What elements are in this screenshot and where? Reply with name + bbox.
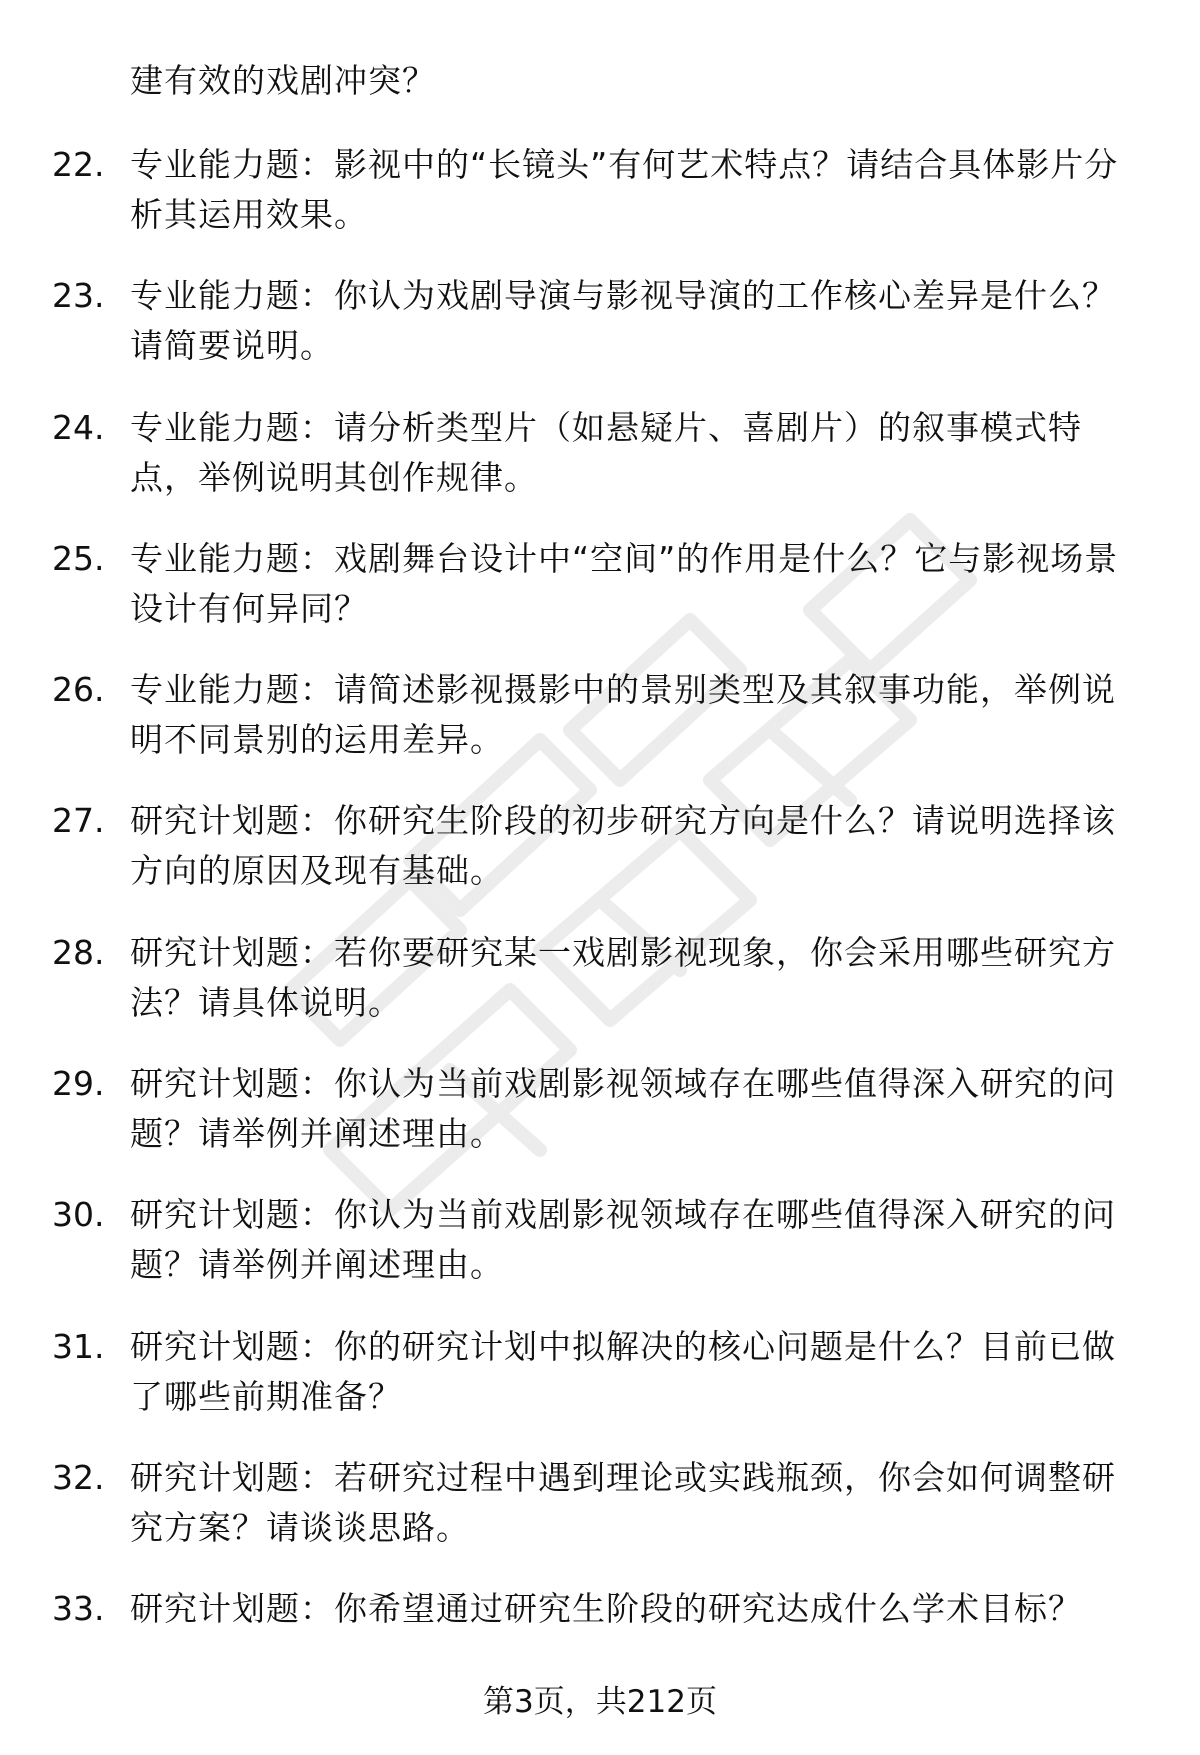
list-item [0,928,1200,1059]
continuation-text: 建有效的戏剧冲突？ [130,61,436,100]
question-text: 专业能力题：影视中的“长镜头”有何艺术特点？请结合具体影片分析其运用效果。 [130,145,1119,234]
list-item [0,665,1200,796]
question-list [0,140,1200,1716]
list-item [0,403,1200,534]
list-item [0,1059,1200,1190]
question-text: 专业能力题：你认为戏剧导演与影视导演的工作核心差异是什么？请简要说明。 [130,276,1116,366]
question-text: 研究计划题：你认为当前戏剧影视领域存在哪些值得深入研究的问题？请举例并阐述理由。 [130,1064,1116,1154]
question-number: 31. [52,1326,105,1366]
list-item [0,271,1200,402]
page-number-footer: 第3页，共212页 [483,1684,717,1720]
list-item [0,1453,1200,1584]
question-number: 26. [52,670,105,710]
list-item [0,1190,1200,1321]
question-number: 29. [52,1064,105,1104]
question-number: 24. [52,407,105,447]
question-number: 30. [52,1195,105,1235]
question-text: 专业能力题：请简述影视摄影中的景别类型及其叙事功能，举例说明不同景别的运用差异。 [130,670,1116,760]
question-text: 研究计划题：你的研究计划中拟解决的核心问题是什么？目前已做了哪些前期准备？ [130,1326,1116,1416]
list-item [0,140,1200,271]
question-text: 研究计划题：你认为当前戏剧影视领域存在哪些值得深入研究的问题？请举例并阐述理由。 [130,1195,1116,1285]
question-number: 27. [52,801,105,841]
question-number: 33. [52,1589,105,1629]
list-item [0,1322,1200,1453]
question-text: 研究计划题：你研究生阶段的初步研究方向是什么？请说明选择该方向的原因及现有基础。 [130,801,1116,891]
question-number: 23. [52,276,105,316]
question-text: 研究计划题：若你要研究某一戏剧影视现象，你会采用哪些研究方法？请具体说明。 [130,932,1116,1022]
question-text: 研究计划题：你希望通过研究生阶段的研究达成什么学术目标？ [130,1589,1082,1629]
question-number: 28. [52,932,105,972]
list-item [0,796,1200,927]
question-text: 专业能力题：请分析类型片（如悬疑片、喜剧片）的叙事模式特点，举例说明其创作规律。 [130,407,1082,497]
question-number: 22. [52,145,105,184]
list-item [0,534,1200,665]
question-number: 32. [52,1457,105,1497]
question-text: 专业能力题：戏剧舞台设计中“空间”的作用是什么？它与影视场景设计有何异同？ [130,538,1119,628]
question-number: 25. [52,538,105,578]
question-text: 研究计划题：若研究过程中遇到理论或实践瓶颈，你会如何调整研究方案？请谈谈思路。 [130,1457,1116,1547]
